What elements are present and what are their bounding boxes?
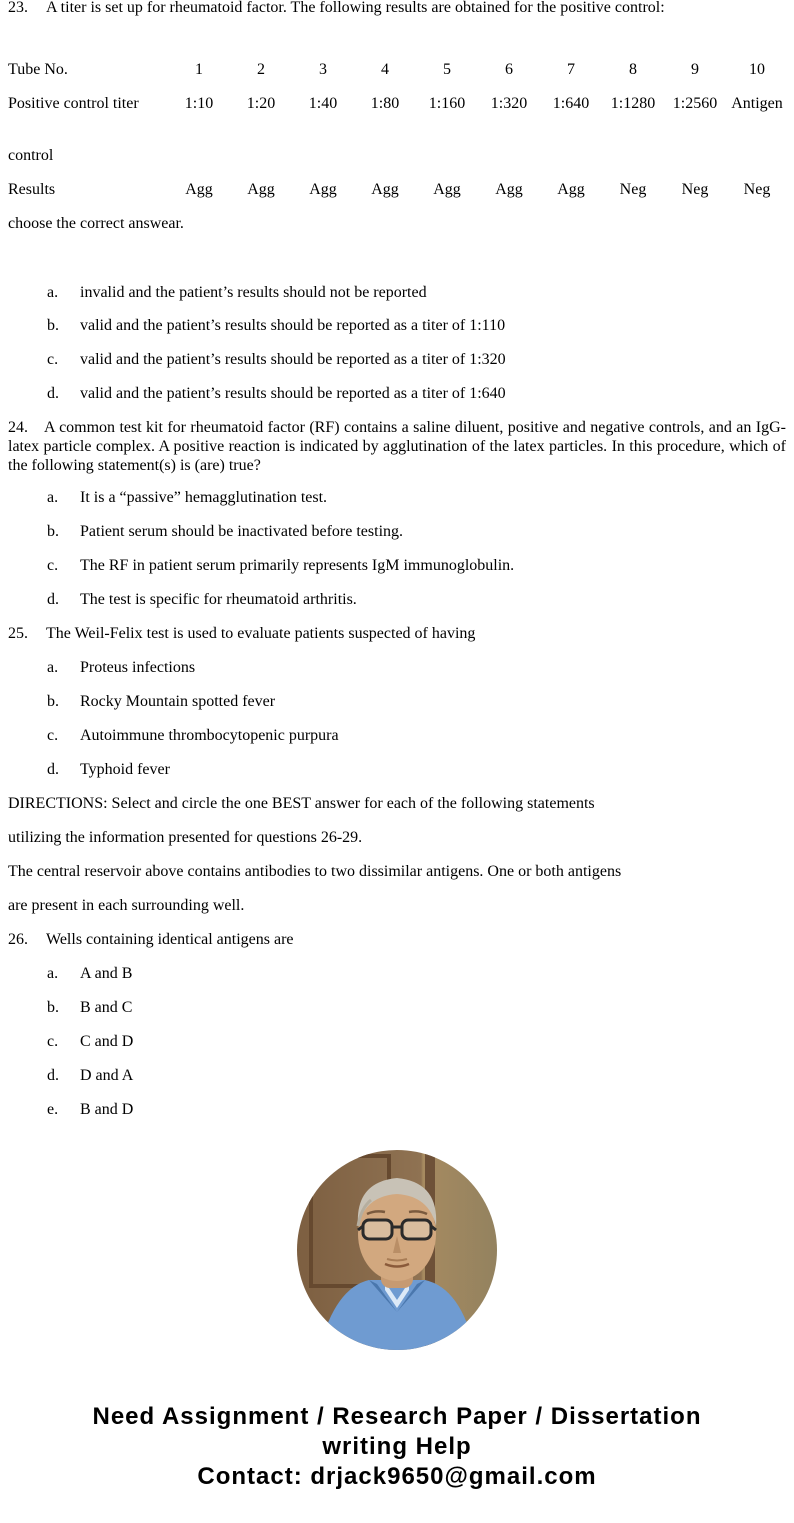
q24-option-b <box>47 522 794 542</box>
option-letter: b. <box>47 999 59 1016</box>
question-24-text: A common test kit for rheumatoid factor (RF) contains a saline diluent, positive and negative controls, and an IgG-latex particle complex. A positive reaction is indicated by agglutination of the latex particles. In this procedure, which of the following statement(s) is (are) true? <box>8 419 786 474</box>
question-24-number: 24. <box>8 419 28 436</box>
table-cell: Agg <box>185 181 213 198</box>
table-cell: 4 <box>381 61 389 78</box>
q24-option-c <box>47 556 794 576</box>
table-cell: Agg <box>371 181 399 198</box>
table-cell: 1:10 <box>184 95 214 112</box>
question-26 <box>8 930 794 950</box>
q23-option-b <box>47 316 794 336</box>
table-cell: 1:20 <box>246 95 276 112</box>
row-label: Positive control titer <box>8 95 139 112</box>
directions-line-1: DIRECTIONS: Select and circle the one BEST answer for each of the following statements <box>8 795 595 812</box>
directions-line-3: The central reservoir above contains antibodies to two dissimilar antigens. One or both antigens <box>8 863 622 880</box>
table-cell: 1:160 <box>428 95 466 112</box>
question-26-number: 26. <box>8 931 28 948</box>
option-text: invalid and the patient’s results should not be reported <box>80 284 427 301</box>
table-cell: 10 <box>749 61 765 78</box>
table-row-positive-control-titer <box>8 94 794 114</box>
option-letter: c. <box>47 557 59 574</box>
option-text: Autoimmune thrombocytopenic purpura <box>80 727 339 744</box>
footer-banner <box>0 1402 794 1492</box>
table-cell: 1:1280 <box>610 95 656 112</box>
option-text: C and D <box>80 1033 134 1050</box>
option-letter: c. <box>47 727 59 744</box>
table-row-control-wrap <box>8 146 794 166</box>
option-text: valid and the patient’s results should be reported as a titer of 1:640 <box>80 385 506 402</box>
q26-option-e <box>47 1100 794 1120</box>
option-letter: a. <box>47 284 59 301</box>
table-cell: 1:640 <box>552 95 590 112</box>
row-label: Tube No. <box>8 61 68 78</box>
table-cell: Neg <box>681 181 709 198</box>
option-text: Rocky Mountain spotted fever <box>80 693 276 710</box>
table-cell: 5 <box>443 61 451 78</box>
question-23-number: 23. <box>8 0 28 16</box>
table-cell: 1 <box>195 61 203 78</box>
option-letter: d. <box>47 761 59 778</box>
option-letter: a. <box>47 659 59 676</box>
q25-option-a <box>47 658 794 678</box>
option-text: B and D <box>80 1101 134 1118</box>
table-cell: 6 <box>505 61 513 78</box>
option-text: valid and the patient’s results should be reported as a titer of 1:110 <box>80 317 506 334</box>
q26-option-d <box>47 1066 794 1086</box>
footer-line-2: writing Help <box>322 1433 472 1460</box>
option-text: Typhoid fever <box>80 761 170 778</box>
table-cell: 7 <box>567 61 575 78</box>
question-24 <box>8 418 786 475</box>
question-23-prompt: choose the correct answear. <box>8 215 184 232</box>
q24-option-d <box>47 590 794 610</box>
row-label: control <box>8 147 54 164</box>
directions-line-2: utilizing the information presented for questions 26-29. <box>8 829 363 846</box>
table-cell: Agg <box>557 181 585 198</box>
option-letter: b. <box>47 523 59 540</box>
q25-option-d <box>47 760 794 780</box>
table-cell: 2 <box>257 61 265 78</box>
option-text: Patient serum should be inactivated before testing. <box>80 523 404 540</box>
option-letter: d. <box>47 1067 59 1084</box>
q23-option-d <box>47 384 794 404</box>
option-letter: c. <box>47 351 59 368</box>
q26-option-a <box>47 964 794 984</box>
question-25-text: The Weil-Felix test is used to evaluate patients suspected of having <box>46 625 476 642</box>
option-letter: d. <box>47 385 59 402</box>
question-23 <box>8 0 794 18</box>
option-letter: b. <box>47 693 59 710</box>
q24-option-a <box>47 488 794 508</box>
table-cell: Neg <box>743 181 771 198</box>
option-letter: a. <box>47 489 59 506</box>
option-letter: c. <box>47 1033 59 1050</box>
option-letter: a. <box>47 965 59 982</box>
q23-option-c <box>47 350 794 370</box>
footer-contact: Contact: drjack9650@gmail.com <box>197 1463 597 1490</box>
table-cell: Agg <box>247 181 275 198</box>
table-cell: 9 <box>691 61 699 78</box>
table-cell: Agg <box>309 181 337 198</box>
option-text: B and C <box>80 999 133 1016</box>
option-text: D and A <box>80 1067 134 1084</box>
table-row-tube-no <box>8 60 794 80</box>
option-letter: e. <box>47 1101 59 1118</box>
table-cell: Neg <box>619 181 647 198</box>
portrait-photo <box>297 1150 497 1350</box>
option-text: A and B <box>80 965 133 982</box>
option-letter: b. <box>47 317 59 334</box>
footer-line-1: Need Assignment / Research Paper / Dissertation <box>92 1403 702 1430</box>
option-text: It is a “passive” hemagglutination test. <box>80 489 328 506</box>
directions-line-4: are present in each surrounding well. <box>8 897 245 914</box>
table-cell: Agg <box>495 181 523 198</box>
table-cell: Antigen <box>731 95 783 112</box>
table-cell: 1:2560 <box>672 95 718 112</box>
table-cell: 1:80 <box>370 95 400 112</box>
row-label: Results <box>8 181 56 198</box>
question-25 <box>8 624 794 644</box>
table-cell: 3 <box>319 61 327 78</box>
q25-option-c <box>47 726 794 746</box>
question-25-number: 25. <box>8 625 28 642</box>
table-cell: 8 <box>629 61 637 78</box>
table-cell: 1:40 <box>308 95 338 112</box>
q25-option-b <box>47 692 794 712</box>
option-letter: d. <box>47 591 59 608</box>
q26-option-c <box>47 1032 794 1052</box>
q23-option-a <box>47 283 794 303</box>
question-26-text: Wells containing identical antigens are <box>46 931 294 948</box>
option-text: valid and the patient’s results should be reported as a titer of 1:320 <box>80 351 506 368</box>
option-text: The test is specific for rheumatoid arthritis. <box>80 591 357 608</box>
option-text: The RF in patient serum primarily represents IgM immunoglobulin. <box>80 557 515 574</box>
q26-option-b <box>47 998 794 1018</box>
table-cell: Agg <box>433 181 461 198</box>
table-row-results <box>8 180 794 200</box>
table-cell: 1:320 <box>490 95 528 112</box>
option-text: Proteus infections <box>80 659 196 676</box>
question-23-text: A titer is set up for rheumatoid factor. The following results are obtained for the positive control: <box>46 0 665 16</box>
